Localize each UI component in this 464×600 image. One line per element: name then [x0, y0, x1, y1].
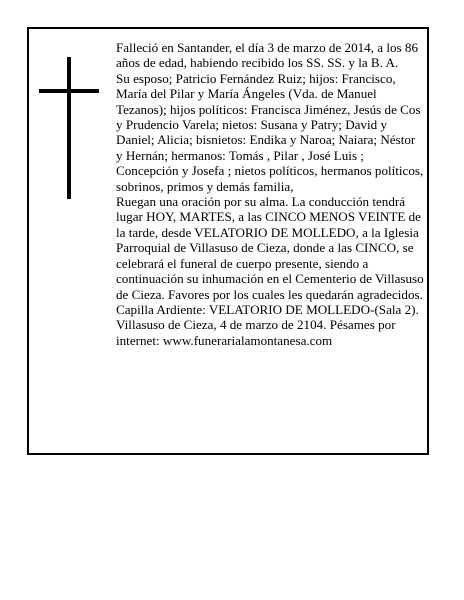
obituary-notice [27, 27, 429, 455]
place-date-and-website: Villasuso de Cieza, 4 de marzo de 2104. Pésames por internet: www.funerarialamontanesa.com [116, 317, 396, 348]
cross-horizontal-bar [39, 89, 99, 93]
funeral-details: Ruegan una oración por su alma. La conducción tendrá lugar HOY, MARTES, a las CINCO MENOS VEINTE de la tarde, desde VELATORIO DE MOLLEDO, a la Iglesia Parroquial de Villasuso de Cieza, donde a las CINCO, se celebrará el funeral de cuerpo presente, siendo a continuación su inhumación en el Cementerio de Villasuso de Cieza. Favores por los cuales les quedarán agradecidos. Capilla Ardiente: VELATORIO DE MOLLEDO-(Sala 2). [116, 194, 424, 317]
notice-text [116, 40, 424, 348]
cross-icon [39, 57, 99, 199]
death-announcement: Falleció en Santander, el día 3 de marzo de 2014, a los 86 años de edad, habiendo recibido los SS. SS. y la B. A. [116, 40, 418, 71]
cross-vertical-bar [67, 57, 71, 199]
family-list: Su esposo; Patricio Fernández Ruiz; hijos: Francisco, María del Pilar y María Ángeles (Vda. de Manuel Tezanos); hijos políticos: Francisca Jiménez, Jesús de Cos y Prudencio Varela; nietos: Susana y Patry; David y Daniel; Alicia; bisnietos: Endika y Naroa; Naiara; Néstor y Hernán; hermanos: Tomás , Pilar , José Luis ; Concepción y Josefa ; nietos políticos, hermanos políticos, sobrinos, primos y demás familia, [116, 70, 424, 194]
